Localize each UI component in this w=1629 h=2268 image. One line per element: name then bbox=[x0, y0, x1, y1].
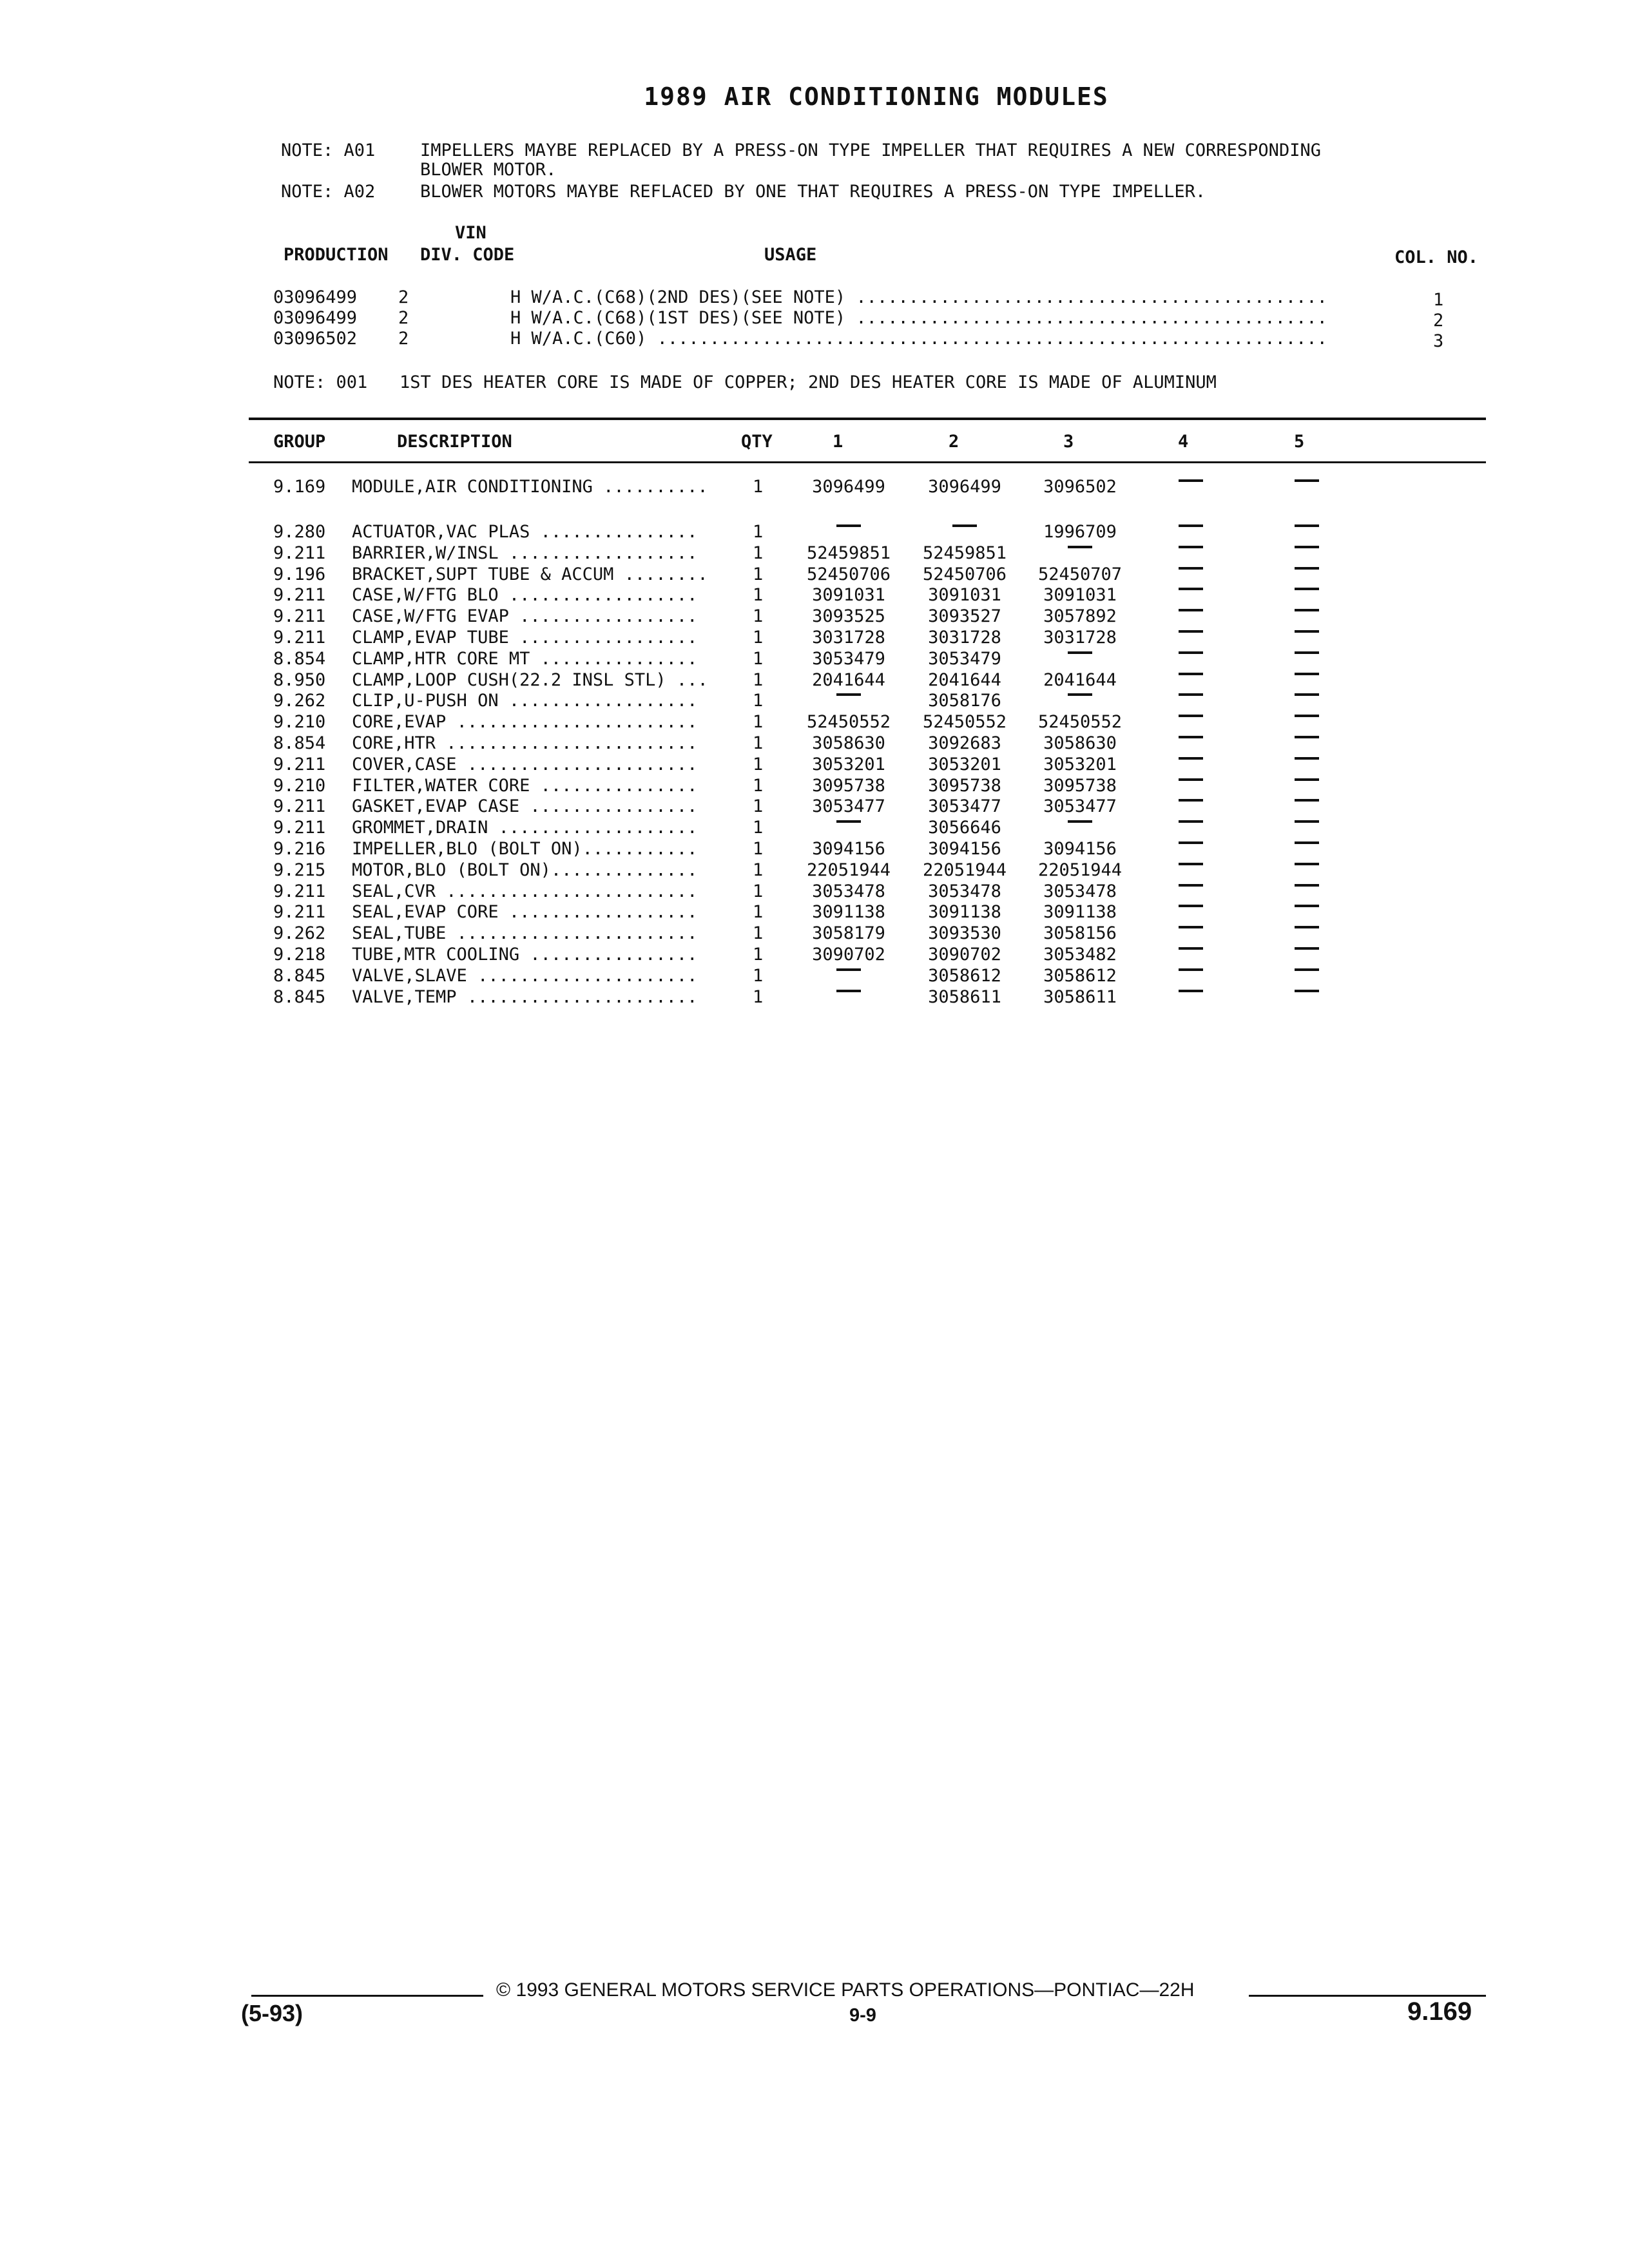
part-qty: 1 bbox=[753, 564, 764, 584]
part-col-5-dash bbox=[1295, 673, 1319, 675]
part-col-3: 3031728 bbox=[1043, 628, 1117, 648]
part-col-3: 52450707 bbox=[1037, 564, 1123, 584]
part-group: 9.218 bbox=[273, 945, 326, 965]
part-col-5-dash bbox=[1295, 990, 1319, 992]
usage-div: 2 bbox=[398, 329, 409, 349]
footer-date-code: (5-93) bbox=[241, 2000, 304, 2026]
part-col-4-dash bbox=[1179, 778, 1203, 781]
footer-group-number: 9.169 bbox=[1407, 1997, 1472, 2026]
part-col-5-dash bbox=[1295, 736, 1319, 738]
part-group: 9.169 bbox=[273, 477, 326, 497]
part-group: 9.211 bbox=[273, 818, 326, 838]
part-group: 9.196 bbox=[273, 564, 326, 584]
part-group: 8.950 bbox=[273, 669, 326, 690]
part-qty: 1 bbox=[753, 796, 764, 817]
footer-copyright: © 1993 GENERAL MOTORS SERVICE PARTS OPERATIONS—PONTIAC—22H bbox=[496, 1979, 1195, 2001]
part-col-3: 22051944 bbox=[1037, 860, 1123, 880]
part-col-2: 3058176 bbox=[928, 691, 1001, 711]
part-col-5-dash bbox=[1295, 524, 1319, 527]
div-code-header: DIV. CODE bbox=[420, 245, 515, 265]
note-a02-label: NOTE: A02 bbox=[281, 182, 376, 202]
part-col-5-dash bbox=[1295, 884, 1319, 887]
part-qty: 1 bbox=[753, 818, 764, 838]
part-col-3: 3058611 bbox=[1043, 986, 1117, 1007]
part-col-1: 3058179 bbox=[812, 923, 885, 944]
part-col-4-dash bbox=[1179, 567, 1203, 570]
part-col-2: 3058612 bbox=[928, 965, 1001, 986]
part-group: 9.210 bbox=[273, 712, 326, 733]
header-top-rule bbox=[249, 418, 1486, 420]
part-col-2: 2041644 bbox=[928, 669, 1001, 690]
footer-rule-left bbox=[251, 1995, 483, 1997]
part-col-2: 3053201 bbox=[928, 754, 1001, 774]
part-col-1: 3053479 bbox=[812, 648, 885, 669]
part-description: CLAMP,HTR CORE MT ............... bbox=[352, 648, 698, 669]
footer-page-number: 9-9 bbox=[849, 2005, 876, 2026]
part-col-2: 3093527 bbox=[928, 606, 1001, 627]
part-qty: 1 bbox=[753, 945, 764, 965]
part-col-2: 52450706 bbox=[922, 564, 1007, 584]
footer-rule-right bbox=[1249, 1995, 1486, 1997]
part-col-3-dash bbox=[1068, 546, 1092, 548]
part-description: MODULE,AIR CONDITIONING .......... bbox=[352, 477, 708, 497]
part-description: FILTER,WATER CORE ............... bbox=[352, 775, 698, 796]
part-col-5-dash bbox=[1295, 926, 1319, 928]
part-description: CORE,EVAP ....................... bbox=[352, 712, 698, 733]
part-col-1: 3053477 bbox=[812, 796, 885, 817]
note-a01-line-1: IMPELLERS MAYBE REPLACED BY A PRESS-ON TYPE IMPELLER THAT REQUIRES A NEW CORRESPONDING bbox=[420, 140, 1321, 160]
part-col-5-dash bbox=[1295, 968, 1319, 971]
part-description: ACTUATOR,VAC PLAS ............... bbox=[352, 522, 698, 542]
part-qty: 1 bbox=[753, 839, 764, 859]
part-col-2: 3053479 bbox=[928, 648, 1001, 669]
header-bottom-rule bbox=[249, 461, 1486, 463]
part-group: 9.216 bbox=[273, 839, 326, 859]
part-col-5-dash bbox=[1295, 479, 1319, 482]
part-group: 9.211 bbox=[273, 606, 326, 627]
part-description: CASE,W/FTG BLO .................. bbox=[352, 585, 698, 606]
col-no-header: COL. NO. bbox=[1394, 247, 1479, 267]
part-col-1: 52450706 bbox=[806, 564, 891, 584]
part-description: CLAMP,EVAP TUBE ................. bbox=[352, 628, 698, 648]
part-col-1: 3095738 bbox=[812, 775, 885, 796]
col-2-header: 2 bbox=[949, 432, 959, 452]
part-col-3-dash bbox=[1068, 651, 1092, 654]
usage-col-no: 2 bbox=[1433, 311, 1444, 331]
part-col-3: 3058612 bbox=[1043, 965, 1117, 986]
part-col-3: 3058630 bbox=[1043, 733, 1117, 753]
part-col-1: 3096499 bbox=[812, 477, 885, 497]
part-col-5-dash bbox=[1295, 651, 1319, 654]
part-col-3: 3053482 bbox=[1043, 945, 1117, 965]
part-group: 9.211 bbox=[273, 754, 326, 774]
part-col-1-dash bbox=[836, 693, 861, 696]
part-col-1: 3058630 bbox=[812, 733, 885, 753]
part-col-3: 1996709 bbox=[1043, 522, 1117, 542]
part-col-4-dash bbox=[1179, 715, 1203, 717]
vin-header: VIN bbox=[455, 223, 487, 243]
part-col-1: 3031728 bbox=[812, 628, 885, 648]
part-col-3: 3058156 bbox=[1043, 923, 1117, 944]
part-col-1: 3053478 bbox=[812, 881, 885, 901]
part-qty: 1 bbox=[753, 628, 764, 648]
part-col-2: 3092683 bbox=[928, 733, 1001, 753]
part-col-4-dash bbox=[1179, 479, 1203, 482]
part-qty: 1 bbox=[753, 860, 764, 880]
part-qty: 1 bbox=[753, 965, 764, 986]
part-qty: 1 bbox=[753, 733, 764, 753]
part-qty: 1 bbox=[753, 585, 764, 606]
part-col-2: 3031728 bbox=[928, 628, 1001, 648]
part-col-1-dash bbox=[836, 990, 861, 992]
part-col-2: 3053478 bbox=[928, 881, 1001, 901]
part-col-2: 3053477 bbox=[928, 796, 1001, 817]
part-col-4-dash bbox=[1179, 799, 1203, 802]
usage-div: 2 bbox=[398, 287, 409, 307]
col-5-header: 5 bbox=[1294, 432, 1305, 452]
part-col-5-dash bbox=[1295, 757, 1319, 760]
part-col-3: 3091031 bbox=[1043, 585, 1117, 606]
group-header: GROUP bbox=[273, 432, 326, 452]
part-col-2: 3094156 bbox=[928, 839, 1001, 859]
part-qty: 1 bbox=[753, 648, 764, 669]
part-qty: 1 bbox=[753, 902, 764, 923]
usage-text: H W/A.C.(C68)(2ND DES)(SEE NOTE) ............................................. bbox=[510, 287, 1327, 307]
part-group: 8.854 bbox=[273, 648, 326, 669]
part-col-2: 3095738 bbox=[928, 775, 1001, 796]
note-a01-label: NOTE: A01 bbox=[281, 140, 376, 160]
part-description: CLIP,U-PUSH ON .................. bbox=[352, 691, 698, 711]
usage-production: 03096502 bbox=[273, 329, 358, 349]
page-title: 1989 AIR CONDITIONING MODULES bbox=[644, 82, 1109, 111]
part-col-5-dash bbox=[1295, 778, 1319, 781]
part-col-1: 2041644 bbox=[812, 669, 885, 690]
note-a02-line-1: BLOWER MOTORS MAYBE REFLACED BY ONE THAT REQUIRES A PRESS-ON TYPE IMPELLER. bbox=[420, 182, 1206, 202]
part-col-3: 3057892 bbox=[1043, 606, 1117, 627]
part-group: 9.211 bbox=[273, 902, 326, 923]
part-col-4-dash bbox=[1179, 651, 1203, 654]
part-col-1: 3094156 bbox=[812, 839, 885, 859]
part-group: 9.262 bbox=[273, 923, 326, 944]
part-description: COVER,CASE ...................... bbox=[352, 754, 698, 774]
part-description: TUBE,MTR COOLING ................ bbox=[352, 945, 698, 965]
part-col-2: 3090702 bbox=[928, 945, 1001, 965]
part-col-4-dash bbox=[1179, 757, 1203, 760]
part-col-5-dash bbox=[1295, 609, 1319, 611]
part-col-4-dash bbox=[1179, 820, 1203, 823]
part-col-3-dash bbox=[1068, 820, 1092, 823]
part-col-4-dash bbox=[1179, 693, 1203, 696]
part-col-4-dash bbox=[1179, 947, 1203, 950]
part-col-4-dash bbox=[1179, 524, 1203, 527]
description-header: DESCRIPTION bbox=[397, 432, 512, 452]
part-group: 9.215 bbox=[273, 860, 326, 880]
part-description: SEAL,TUBE ....................... bbox=[352, 923, 698, 944]
part-qty: 1 bbox=[753, 923, 764, 944]
part-col-3: 3053477 bbox=[1043, 796, 1117, 817]
part-col-1: 3091031 bbox=[812, 585, 885, 606]
part-col-4-dash bbox=[1179, 863, 1203, 865]
part-col-5-dash bbox=[1295, 947, 1319, 950]
part-col-2: 3091031 bbox=[928, 585, 1001, 606]
part-col-1-dash bbox=[836, 968, 861, 971]
usage-col-no: 3 bbox=[1433, 331, 1444, 351]
part-description: VALVE,SLAVE ..................... bbox=[352, 965, 698, 986]
part-col-5-dash bbox=[1295, 715, 1319, 717]
part-col-5-dash bbox=[1295, 799, 1319, 802]
part-description: BARRIER,W/INSL .................. bbox=[352, 543, 698, 563]
part-group: 9.211 bbox=[273, 881, 326, 901]
production-header: PRODUCTION bbox=[284, 245, 389, 265]
part-description: CLAMP,LOOP CUSH(22.2 INSL STL) ... bbox=[352, 669, 708, 690]
part-col-3: 3096502 bbox=[1043, 477, 1117, 497]
part-col-2: 52459851 bbox=[922, 543, 1007, 563]
part-col-5-dash bbox=[1295, 905, 1319, 907]
part-group: 9.210 bbox=[273, 775, 326, 796]
part-qty: 1 bbox=[753, 775, 764, 796]
part-col-4-dash bbox=[1179, 905, 1203, 907]
part-col-5-dash bbox=[1295, 546, 1319, 548]
part-group: 8.845 bbox=[273, 986, 326, 1007]
part-col-3: 52450552 bbox=[1037, 712, 1123, 733]
part-description: IMPELLER,BLO (BOLT ON)........... bbox=[352, 839, 698, 859]
part-col-5-dash bbox=[1295, 863, 1319, 865]
part-col-4-dash bbox=[1179, 630, 1203, 633]
part-col-2: 3096499 bbox=[928, 477, 1001, 497]
part-qty: 1 bbox=[753, 881, 764, 901]
part-group: 9.211 bbox=[273, 796, 326, 817]
part-col-1: 52459851 bbox=[806, 543, 891, 563]
usage-text: H W/A.C.(C60) ................................................................ bbox=[510, 329, 1327, 349]
part-col-2: 3093530 bbox=[928, 923, 1001, 944]
part-col-3: 3094156 bbox=[1043, 839, 1117, 859]
part-description: CORE,HTR ........................ bbox=[352, 733, 698, 753]
note-001-label: NOTE: 001 bbox=[273, 372, 368, 392]
part-description: CASE,W/FTG EVAP ................. bbox=[352, 606, 698, 627]
usage-div: 2 bbox=[398, 308, 409, 328]
part-description: VALVE,TEMP ...................... bbox=[352, 986, 698, 1007]
part-qty: 1 bbox=[753, 754, 764, 774]
part-col-3: 2041644 bbox=[1043, 669, 1117, 690]
part-group: 8.845 bbox=[273, 965, 326, 986]
part-description: GASKET,EVAP CASE ................ bbox=[352, 796, 698, 817]
part-col-4-dash bbox=[1179, 884, 1203, 887]
part-qty: 1 bbox=[753, 606, 764, 627]
note-001-text: 1ST DES HEATER CORE IS MADE OF COPPER; 2ND DES HEATER CORE IS MADE OF ALUMINUM bbox=[400, 372, 1217, 392]
part-col-3: 3053201 bbox=[1043, 754, 1117, 774]
usage-production: 03096499 bbox=[273, 308, 358, 328]
part-qty: 1 bbox=[753, 669, 764, 690]
part-col-4-dash bbox=[1179, 926, 1203, 928]
part-col-3: 3053478 bbox=[1043, 881, 1117, 901]
part-description: GROMMET,DRAIN ................... bbox=[352, 818, 698, 838]
part-col-5-dash bbox=[1295, 588, 1319, 590]
part-col-4-dash bbox=[1179, 736, 1203, 738]
part-col-1-dash bbox=[836, 524, 861, 527]
part-col-4-dash bbox=[1179, 609, 1203, 611]
part-description: MOTOR,BLO (BOLT ON).............. bbox=[352, 860, 698, 880]
part-col-4-dash bbox=[1179, 841, 1203, 844]
part-col-4-dash bbox=[1179, 546, 1203, 548]
part-group: 9.211 bbox=[273, 585, 326, 606]
part-qty: 1 bbox=[753, 712, 764, 733]
usage-col-no: 1 bbox=[1433, 290, 1444, 310]
part-col-4-dash bbox=[1179, 673, 1203, 675]
col-4-header: 4 bbox=[1178, 432, 1189, 452]
part-col-1: 52450552 bbox=[806, 712, 891, 733]
part-col-1-dash bbox=[836, 820, 861, 823]
part-col-4-dash bbox=[1179, 588, 1203, 590]
part-col-2: 22051944 bbox=[922, 860, 1007, 880]
part-col-2: 3091138 bbox=[928, 902, 1001, 923]
part-col-2: 52450552 bbox=[922, 712, 1007, 733]
part-group: 9.262 bbox=[273, 691, 326, 711]
part-col-1: 3053201 bbox=[812, 754, 885, 774]
part-group: 9.211 bbox=[273, 543, 326, 563]
part-col-5-dash bbox=[1295, 567, 1319, 570]
col-1-header: 1 bbox=[833, 432, 843, 452]
part-qty: 1 bbox=[753, 986, 764, 1007]
usage-text: H W/A.C.(C68)(1ST DES)(SEE NOTE) ............................................. bbox=[510, 308, 1327, 328]
part-col-3: 3095738 bbox=[1043, 775, 1117, 796]
part-col-3-dash bbox=[1068, 693, 1092, 696]
part-col-2-dash bbox=[952, 524, 977, 527]
part-group: 8.854 bbox=[273, 733, 326, 753]
part-col-5-dash bbox=[1295, 820, 1319, 823]
part-col-5-dash bbox=[1295, 693, 1319, 696]
part-col-1: 3091138 bbox=[812, 902, 885, 923]
part-qty: 1 bbox=[753, 477, 764, 497]
part-description: SEAL,CVR ........................ bbox=[352, 881, 698, 901]
part-col-4-dash bbox=[1179, 990, 1203, 992]
usage-header-label: USAGE bbox=[764, 245, 817, 265]
part-col-2: 3056646 bbox=[928, 818, 1001, 838]
part-col-5-dash bbox=[1295, 841, 1319, 844]
part-group: 9.211 bbox=[273, 628, 326, 648]
part-col-1: 3090702 bbox=[812, 945, 885, 965]
col-3-header: 3 bbox=[1063, 432, 1074, 452]
part-col-3: 3091138 bbox=[1043, 902, 1117, 923]
part-group: 9.280 bbox=[273, 522, 326, 542]
part-qty: 1 bbox=[753, 543, 764, 563]
part-qty: 1 bbox=[753, 691, 764, 711]
part-col-5-dash bbox=[1295, 630, 1319, 633]
part-col-4-dash bbox=[1179, 968, 1203, 971]
part-qty: 1 bbox=[753, 522, 764, 542]
note-a01-line-2: BLOWER MOTOR. bbox=[420, 160, 557, 180]
qty-header: QTY bbox=[741, 432, 773, 452]
part-col-2: 3058611 bbox=[928, 986, 1001, 1007]
part-description: BRACKET,SUPT TUBE & ACCUM ........ bbox=[352, 564, 708, 584]
part-col-1: 3093525 bbox=[812, 606, 885, 627]
part-description: SEAL,EVAP CORE .................. bbox=[352, 902, 698, 923]
part-col-1: 22051944 bbox=[806, 860, 891, 880]
usage-production: 03096499 bbox=[273, 287, 358, 307]
